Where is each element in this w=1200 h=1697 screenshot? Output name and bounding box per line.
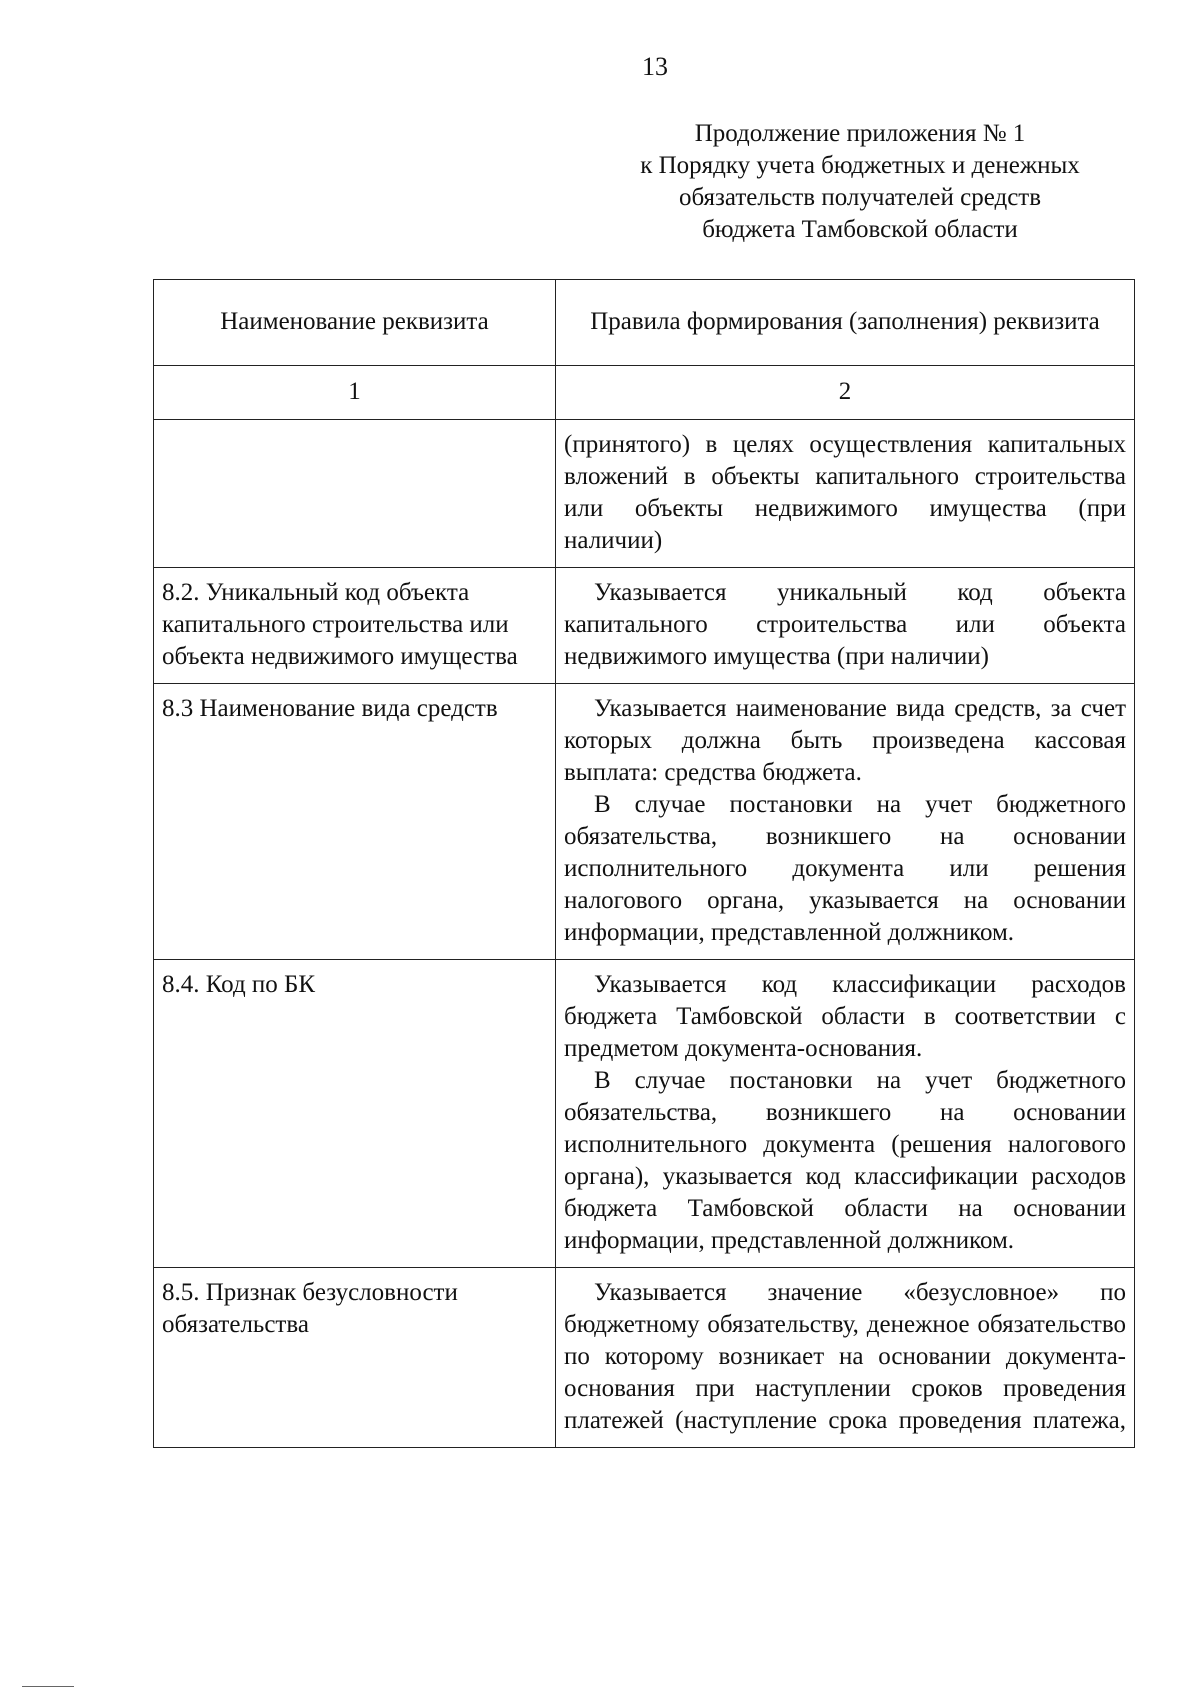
requisite-name-cell: 8.3 Наименование вида средств: [154, 684, 556, 960]
rule-paragraph: Указывается значение «безусловное» по бюджетному обязательству, денежное обязательство по которому возникает на основании документа-основания при наступлении сроков проведения платежей (наступление срока проведения платежа,: [564, 1279, 1126, 1434]
scan-edge-mark: [22, 1686, 74, 1687]
appendix-line: обязательств получателей средств: [678, 184, 1042, 211]
requisite-name-cell: 8.4. Код по БК: [154, 960, 556, 1268]
rule-paragraph: (принятого) в целях осуществления капитальных вложений в объекты капитального строительства или объекты недвижимого имущества (при наличии): [564, 431, 1126, 554]
requisite-rule-cell: [556, 1268, 1135, 1448]
appendix-line: бюджета Тамбовской области: [702, 216, 1018, 243]
requisites-table: [153, 279, 1135, 1448]
requisite-rule-cell: [556, 960, 1135, 1268]
table-row: [154, 420, 1135, 568]
requisite-name-cell: 8.5. Признак безусловности обязательства: [154, 1268, 556, 1448]
column-number: 1: [154, 366, 556, 420]
table-row: [154, 684, 1135, 960]
appendix-line: Продолжение приложения № 1: [694, 120, 1026, 147]
rule-paragraph: Указывается код классификации расходов бюджета Тамбовской области в соответствии с предметом документа-основания.: [564, 971, 1126, 1062]
appendix-line: к Порядку учета бюджетных и денежных: [640, 152, 1080, 179]
table-row: [154, 960, 1135, 1268]
requisite-name-cell: 8.2. Уникальный код объекта капитального строительства или объекта недвижимого имущества: [154, 568, 556, 684]
header-cell-rule: Правила формирования (заполнения) реквизита: [556, 280, 1135, 366]
header-cell-name: Наименование реквизита: [154, 280, 556, 366]
rule-paragraph: В случае постановки на учет бюджетного обязательства, возникшего на основании исполнительного документа (решения налогового органа), указывается код классификации расходов бюджета Тамбовской области на основании информации, представленной должником.: [564, 1067, 1126, 1254]
rule-paragraph: В случае постановки на учет бюджетного обязательства, возникшего на основании исполнительного документа или решения налогового органа, указывается на основании информации, представленной должником.: [564, 791, 1126, 946]
requisite-rule-cell: [556, 684, 1135, 960]
requisite-name-cell: [154, 420, 556, 568]
rule-paragraph: Указывается наименование вида средств, за счет которых должна быть произведена кассовая выплата: средства бюджета.: [564, 695, 1126, 786]
table-header-row: [154, 280, 1135, 366]
requisite-rule-cell: [556, 568, 1135, 684]
appendix-caption: [600, 118, 1120, 246]
requisite-rule-cell: [556, 420, 1135, 568]
table-row: [154, 568, 1135, 684]
column-number: 2: [556, 366, 1135, 420]
table-row: [154, 1268, 1135, 1448]
rule-paragraph: Указывается уникальный код объекта капитального строительства или объекта недвижимого имущества (при наличии): [564, 579, 1126, 670]
page-number: 13: [642, 52, 668, 81]
column-number-row: [154, 366, 1135, 420]
